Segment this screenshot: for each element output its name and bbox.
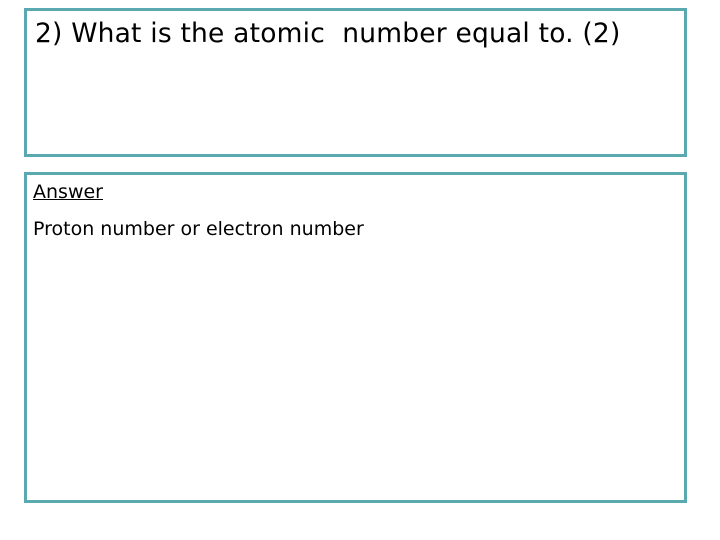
question-box xyxy=(24,8,687,157)
question-text: 2) What is the atomic number equal to. (2) xyxy=(35,18,621,49)
answer-text: Proton number or electron number xyxy=(33,218,364,240)
answer-box xyxy=(24,172,687,503)
answer-heading: Answer xyxy=(33,181,103,203)
